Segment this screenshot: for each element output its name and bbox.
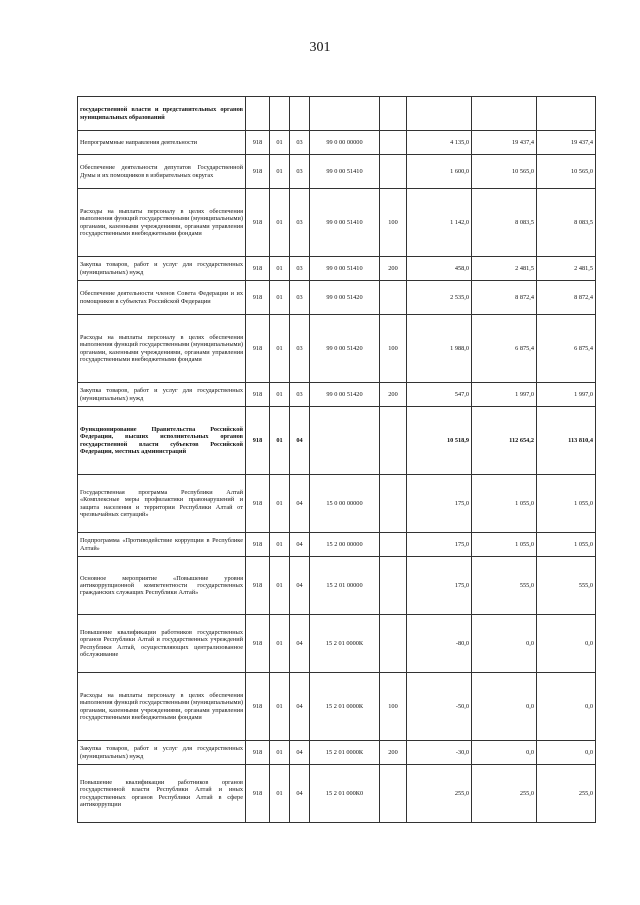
table-row [78, 673, 596, 741]
amount-year1-cell: 112 654,2 [472, 407, 537, 475]
section-code-cell: 01 [270, 281, 290, 315]
amount-year1-cell: 1 055,0 [472, 533, 537, 557]
subsection-code-cell: 03 [290, 131, 310, 155]
subsection-code-cell: 03 [290, 155, 310, 189]
amount-year2-cell: 1 055,0 [537, 533, 596, 557]
target-article-cell: 15 2 01 00000 [310, 557, 380, 615]
target-article-cell: 15 2 01 0000К [310, 615, 380, 673]
table-body [78, 97, 596, 823]
admin-code-cell: 918 [246, 407, 270, 475]
row-name-cell: Расходы на выплаты персоналу в целях обеспечения выполнения функций государственными (муниципальными) органами, казенными учреждениями, органами управления государственными внебюджетными фондами [78, 315, 246, 383]
amount-change-cell: 458,0 [407, 257, 472, 281]
amount-change-cell: 10 518,9 [407, 407, 472, 475]
amount-year1-cell: 555,0 [472, 557, 537, 615]
row-name-cell: Функционирование Правительства Российской Федерации, высших исполнительных органов государственной власти субъектов Российской Федерации, местных администраций [78, 407, 246, 475]
amount-change-cell: 175,0 [407, 557, 472, 615]
amount-change-cell: 2 535,0 [407, 281, 472, 315]
expense-type-cell: 100 [380, 315, 407, 383]
table-row [78, 155, 596, 189]
amount-year2-cell: 555,0 [537, 557, 596, 615]
amount-year2-cell: 8 083,5 [537, 189, 596, 257]
subsection-code-cell: 04 [290, 615, 310, 673]
amount-year1-cell: 1 997,0 [472, 383, 537, 407]
target-article-cell: 99 0 00 51420 [310, 281, 380, 315]
amount-year2-cell: 10 565,0 [537, 155, 596, 189]
admin-code-cell: 918 [246, 189, 270, 257]
table-row [78, 189, 596, 257]
amount-year2-cell: 2 481,5 [537, 257, 596, 281]
row-name-cell: Повышение квалификации работников государственных органов Республики Алтай и государственных учреждений Республики Алтай, осуществляющих централизованное обслуживание [78, 615, 246, 673]
admin-code-cell: 918 [246, 475, 270, 533]
amount-year2-cell: 1 997,0 [537, 383, 596, 407]
amount-year1-cell: 8 872,4 [472, 281, 537, 315]
amount-year2-cell: 0,0 [537, 615, 596, 673]
amount-change-cell: 547,0 [407, 383, 472, 407]
section-code-cell: 01 [270, 155, 290, 189]
table-row [78, 765, 596, 823]
admin-code-cell: 918 [246, 315, 270, 383]
expense-type-cell [380, 155, 407, 189]
row-name-cell: Непрограммные направления деятельности [78, 131, 246, 155]
expense-type-cell: 200 [380, 257, 407, 281]
target-article-cell: 15 2 00 00000 [310, 533, 380, 557]
target-article-cell [310, 97, 380, 131]
section-code-cell: 01 [270, 765, 290, 823]
row-name-cell: Обеспечение деятельности депутатов Государственной Думы и их помощников в избирательных округах [78, 155, 246, 189]
expense-type-cell [380, 475, 407, 533]
amount-year1-cell: 19 437,4 [472, 131, 537, 155]
row-name-cell: Подпрограмма «Противодействие коррупции в Республике Алтай» [78, 533, 246, 557]
subsection-code-cell: 03 [290, 281, 310, 315]
admin-code-cell: 918 [246, 765, 270, 823]
row-name-cell: Закупка товаров, работ и услуг для государственных (муниципальных) нужд [78, 383, 246, 407]
admin-code-cell: 918 [246, 533, 270, 557]
expense-type-cell [380, 97, 407, 131]
amount-year2-cell: 0,0 [537, 673, 596, 741]
target-article-cell: 99 0 00 51410 [310, 189, 380, 257]
row-name-cell: Закупка товаров, работ и услуг для государственных (муниципальных) нужд [78, 257, 246, 281]
expense-type-cell: 200 [380, 741, 407, 765]
expense-type-cell: 100 [380, 673, 407, 741]
row-name-cell: Закупка товаров, работ и услуг для государственных (муниципальных) нужд [78, 741, 246, 765]
amount-year2-cell: 8 872,4 [537, 281, 596, 315]
amount-year2-cell [537, 97, 596, 131]
amount-year2-cell: 19 437,4 [537, 131, 596, 155]
row-name-cell: Расходы на выплаты персоналу в целях обеспечения выполнения функций государственными (муниципальными) органами, казенными учреждениями, органами управления государственными внебюджетными фондами [78, 189, 246, 257]
subsection-code-cell: 04 [290, 741, 310, 765]
row-name-cell: Государственная программа Республики Алтай «Комплексные меры профилактики правонарушений и защита населения и территории Республики Алтай от чрезвычайных ситуаций» [78, 475, 246, 533]
subsection-code-cell: 04 [290, 557, 310, 615]
table-row [78, 741, 596, 765]
admin-code-cell: 918 [246, 281, 270, 315]
table-row [78, 131, 596, 155]
amount-change-cell: 1 142,0 [407, 189, 472, 257]
amount-change-cell [407, 97, 472, 131]
subsection-code-cell: 03 [290, 189, 310, 257]
subsection-code-cell [290, 97, 310, 131]
admin-code-cell: 918 [246, 131, 270, 155]
target-article-cell: 15 0 00 00000 [310, 475, 380, 533]
amount-year2-cell: 6 875,4 [537, 315, 596, 383]
admin-code-cell: 918 [246, 673, 270, 741]
table-row [78, 383, 596, 407]
amount-year2-cell: 0,0 [537, 741, 596, 765]
section-code-cell: 01 [270, 741, 290, 765]
section-code-cell: 01 [270, 557, 290, 615]
target-article-cell: 15 2 01 000К0 [310, 765, 380, 823]
target-article-cell: 15 2 01 0000К [310, 673, 380, 741]
table-row [78, 257, 596, 281]
target-article-cell: 99 0 00 51420 [310, 315, 380, 383]
table-row [78, 475, 596, 533]
admin-code-cell: 918 [246, 741, 270, 765]
budget-table [77, 96, 596, 823]
amount-change-cell: 1 988,0 [407, 315, 472, 383]
subsection-code-cell: 04 [290, 533, 310, 557]
row-name-cell: Расходы на выплаты персоналу в целях обеспечения выполнения функций государственными (муниципальными) органами, казенными учреждениями, органами управления государственными внебюджетными фондами [78, 673, 246, 741]
amount-year1-cell: 6 875,4 [472, 315, 537, 383]
amount-year1-cell: 255,0 [472, 765, 537, 823]
expense-type-cell [380, 281, 407, 315]
amount-year2-cell: 113 810,4 [537, 407, 596, 475]
expense-type-cell [380, 765, 407, 823]
target-article-cell [310, 407, 380, 475]
amount-change-cell: -80,0 [407, 615, 472, 673]
admin-code-cell: 918 [246, 557, 270, 615]
amount-change-cell: -50,0 [407, 673, 472, 741]
amount-year1-cell: 8 083,5 [472, 189, 537, 257]
expense-type-cell [380, 615, 407, 673]
admin-code-cell: 918 [246, 257, 270, 281]
table-row [78, 281, 596, 315]
amount-change-cell: 1 600,0 [407, 155, 472, 189]
admin-code-cell [246, 97, 270, 131]
row-name-cell: Повышение квалификации работников органов государственной власти Республики Алтай и иных государственных органов Республики Алтай в сфере антикоррупции [78, 765, 246, 823]
table-row [78, 615, 596, 673]
table-row [78, 533, 596, 557]
page-number: 301 [309, 40, 331, 55]
admin-code-cell: 918 [246, 383, 270, 407]
amount-year2-cell: 1 055,0 [537, 475, 596, 533]
expense-type-cell [380, 131, 407, 155]
amount-change-cell: 175,0 [407, 533, 472, 557]
subsection-code-cell: 04 [290, 475, 310, 533]
amount-year1-cell: 10 565,0 [472, 155, 537, 189]
row-name-cell: государственной власти и представительных органов муниципальных образований [78, 97, 246, 131]
target-article-cell: 99 0 00 51410 [310, 155, 380, 189]
section-code-cell: 01 [270, 475, 290, 533]
row-name-cell: Обеспечение деятельности членов Совета Федерации и их помощников в субъектах Российской Федерации [78, 281, 246, 315]
amount-year1-cell: 2 481,5 [472, 257, 537, 281]
subsection-code-cell: 04 [290, 407, 310, 475]
section-code-cell: 01 [270, 189, 290, 257]
amount-change-cell: 255,0 [407, 765, 472, 823]
amount-year1-cell [472, 97, 537, 131]
subsection-code-cell: 03 [290, 257, 310, 281]
amount-year1-cell: 0,0 [472, 741, 537, 765]
amount-change-cell: -30,0 [407, 741, 472, 765]
table-row [78, 315, 596, 383]
amount-change-cell: 4 135,0 [407, 131, 472, 155]
section-code-cell: 01 [270, 407, 290, 475]
section-code-cell: 01 [270, 533, 290, 557]
section-code-cell: 01 [270, 315, 290, 383]
expense-type-cell [380, 533, 407, 557]
section-code-cell [270, 97, 290, 131]
target-article-cell: 99 0 00 51410 [310, 257, 380, 281]
admin-code-cell: 918 [246, 615, 270, 673]
target-article-cell: 99 0 00 51420 [310, 383, 380, 407]
row-name-cell: Основное мероприятие «Повышение уровня антикоррупционной компетентности государственных гражданских служащих Республики Алтай» [78, 557, 246, 615]
section-code-cell: 01 [270, 615, 290, 673]
amount-year1-cell: 0,0 [472, 615, 537, 673]
admin-code-cell: 918 [246, 155, 270, 189]
subsection-code-cell: 03 [290, 383, 310, 407]
section-code-cell: 01 [270, 131, 290, 155]
table-row [78, 97, 596, 131]
target-article-cell: 15 2 01 0000К [310, 741, 380, 765]
expense-type-cell: 200 [380, 383, 407, 407]
section-code-cell: 01 [270, 257, 290, 281]
table-row [78, 407, 596, 475]
amount-year2-cell: 255,0 [537, 765, 596, 823]
amount-year1-cell: 0,0 [472, 673, 537, 741]
section-code-cell: 01 [270, 673, 290, 741]
target-article-cell: 99 0 00 00000 [310, 131, 380, 155]
subsection-code-cell: 03 [290, 315, 310, 383]
amount-year1-cell: 1 055,0 [472, 475, 537, 533]
section-code-cell: 01 [270, 383, 290, 407]
expense-type-cell [380, 407, 407, 475]
table-row [78, 557, 596, 615]
subsection-code-cell: 04 [290, 765, 310, 823]
amount-change-cell: 175,0 [407, 475, 472, 533]
expense-type-cell [380, 557, 407, 615]
expense-type-cell: 100 [380, 189, 407, 257]
subsection-code-cell: 04 [290, 673, 310, 741]
